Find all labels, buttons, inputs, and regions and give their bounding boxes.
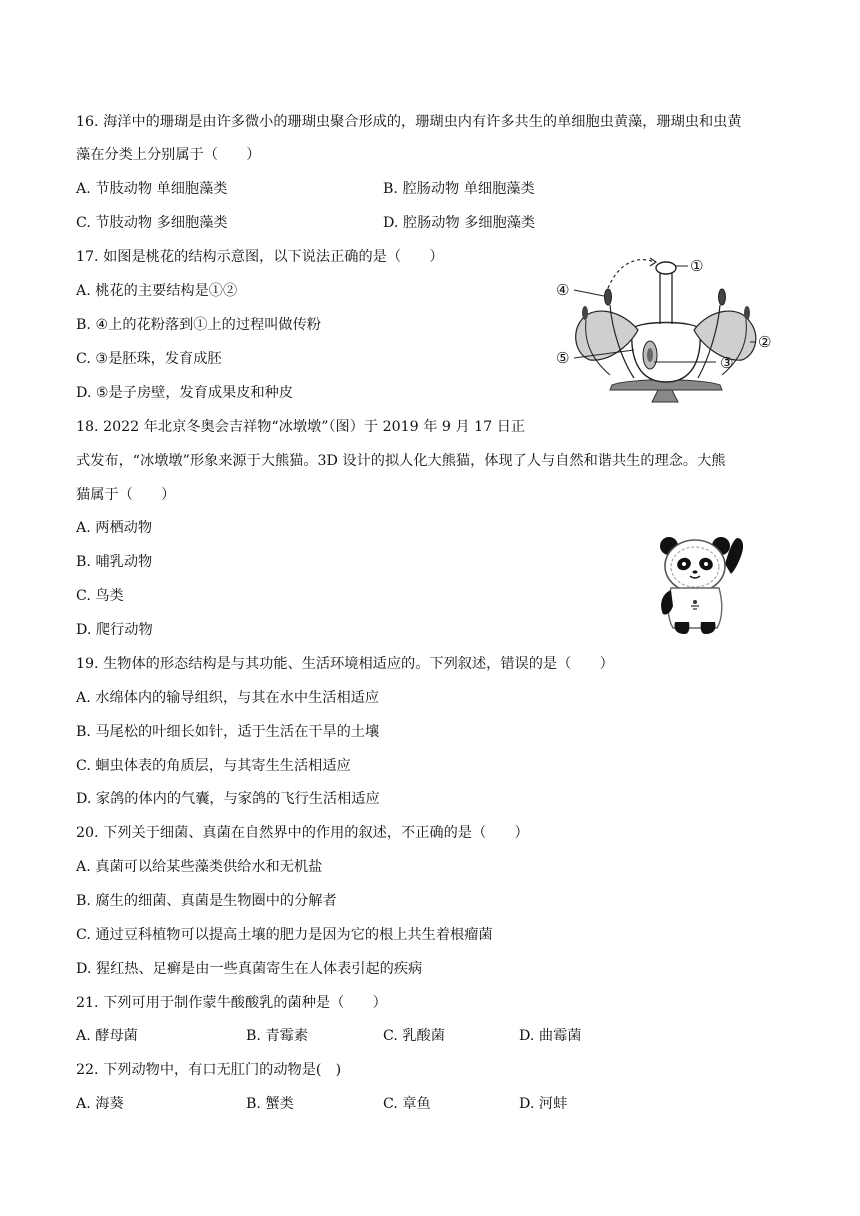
q18-option-a: A. 两栖动物 xyxy=(76,520,153,536)
q19-option-c: C. 蛔虫体表的角质层，与其寄生生活相适应 xyxy=(76,758,351,774)
q20-option-d: D. 猩红热、足癣是由一些真菌寄生在人体表引起的疾病 xyxy=(76,961,423,977)
q16-stem-line1: 16. 海洋中的珊瑚是由许多微小的珊瑚虫聚合形成的，珊瑚虫内有许多共生的单细胞虫黄藻，珊瑚虫和虫黄 xyxy=(76,114,742,130)
q19-option-b: B. 马尾松的叶细长如针，适于生活在干旱的土壤 xyxy=(76,724,380,740)
q21-option-c: C. 乳酸菌 xyxy=(383,1028,445,1044)
q17-option-b: B. ④上的花粉落到①上的过程叫做传粉 xyxy=(76,317,321,333)
q22-option-a: A. 海葵 xyxy=(76,1096,124,1112)
label-4: ④ xyxy=(556,281,570,299)
q20-option-a: A. 真菌可以给某些藻类供给水和无机盐 xyxy=(76,859,323,875)
q18-stem-line1: 18. 2022 年北京冬奥会吉祥物“冰墩墩”（图）于 2019 年 9 月 17 日正 xyxy=(76,419,526,435)
label-2: ② xyxy=(758,333,772,351)
q16-option-c: C. 节肢动物 多细胞藻类 xyxy=(76,215,228,231)
q16-option-a: A. 节肢动物 单细胞藻类 xyxy=(76,181,228,197)
q21-option-a: A. 酵母菌 xyxy=(76,1028,138,1044)
q18-option-c: C. 鸟类 xyxy=(76,588,124,604)
label-5: ⑤ xyxy=(556,349,570,367)
q22-stem: 22. 下列动物中，有口无肛门的动物是( ) xyxy=(76,1062,342,1078)
label-3: ③ xyxy=(720,354,734,372)
q18-option-d: D. 爬行动物 xyxy=(76,622,153,638)
q17-option-d: D. ⑤是子房壁，发育成果皮和种皮 xyxy=(76,385,294,401)
peach-flower-diagram xyxy=(550,250,780,410)
q18-stem-line3: 猫属于（ ） xyxy=(76,487,176,503)
q22-option-b: B. 蟹类 xyxy=(246,1096,294,1112)
q22-option-d: D. 河蚌 xyxy=(519,1096,568,1112)
q20-stem: 20. 下列关于细菌、真菌在自然界中的作用的叙述，不正确的是（ ） xyxy=(76,825,529,841)
q21-stem: 21. 下列可用于制作蒙牛酸酸乳的菌种是（ ） xyxy=(76,995,387,1011)
label-1: ① xyxy=(690,257,704,275)
mascot-panda-image xyxy=(655,530,747,636)
q19-option-d: D. 家鸽的体内的气囊，与家鸽的飞行生活相适应 xyxy=(76,791,380,807)
q20-option-b: B. 腐生的细菌、真菌是生物圈中的分解者 xyxy=(76,893,337,909)
q16-stem-line2: 藻在分类上分别属于（ ） xyxy=(76,147,261,163)
q20-option-c: C. 通过豆科植物可以提高土壤的肥力是因为它的根上共生着根瘤菌 xyxy=(76,927,493,943)
q19-option-a: A. 水绵体内的输导组织，与其在水中生活相适应 xyxy=(76,690,380,706)
q16-option-d: D. 腔肠动物 多细胞藻类 xyxy=(383,215,536,231)
q17-option-a: A. 桃花的主要结构是①② xyxy=(76,283,238,299)
q19-stem: 19. 生物体的形态结构是与其功能、生活环境相适应的。下列叙述，错误的是（ ） xyxy=(76,656,614,672)
q17-stem: 17. 如图是桃花的结构示意图，以下说法正确的是（ ） xyxy=(76,249,444,265)
q22-option-c: C. 章鱼 xyxy=(383,1096,431,1112)
q18-option-b: B. 哺乳动物 xyxy=(76,554,153,570)
q18-stem-line2: 式发布，“冰墩墩”形象来源于大熊猫。3D 设计的拟人化大熊猫，体现了人与自然和谐共生的理念。大熊 xyxy=(76,453,726,469)
q17-option-c: C. ③是胚珠，发育成胚 xyxy=(76,351,222,367)
q21-option-b: B. 青霉素 xyxy=(246,1028,309,1044)
q21-option-d: D. 曲霉菌 xyxy=(519,1028,582,1044)
q16-option-b: B. 腔肠动物 单细胞藻类 xyxy=(383,181,535,197)
